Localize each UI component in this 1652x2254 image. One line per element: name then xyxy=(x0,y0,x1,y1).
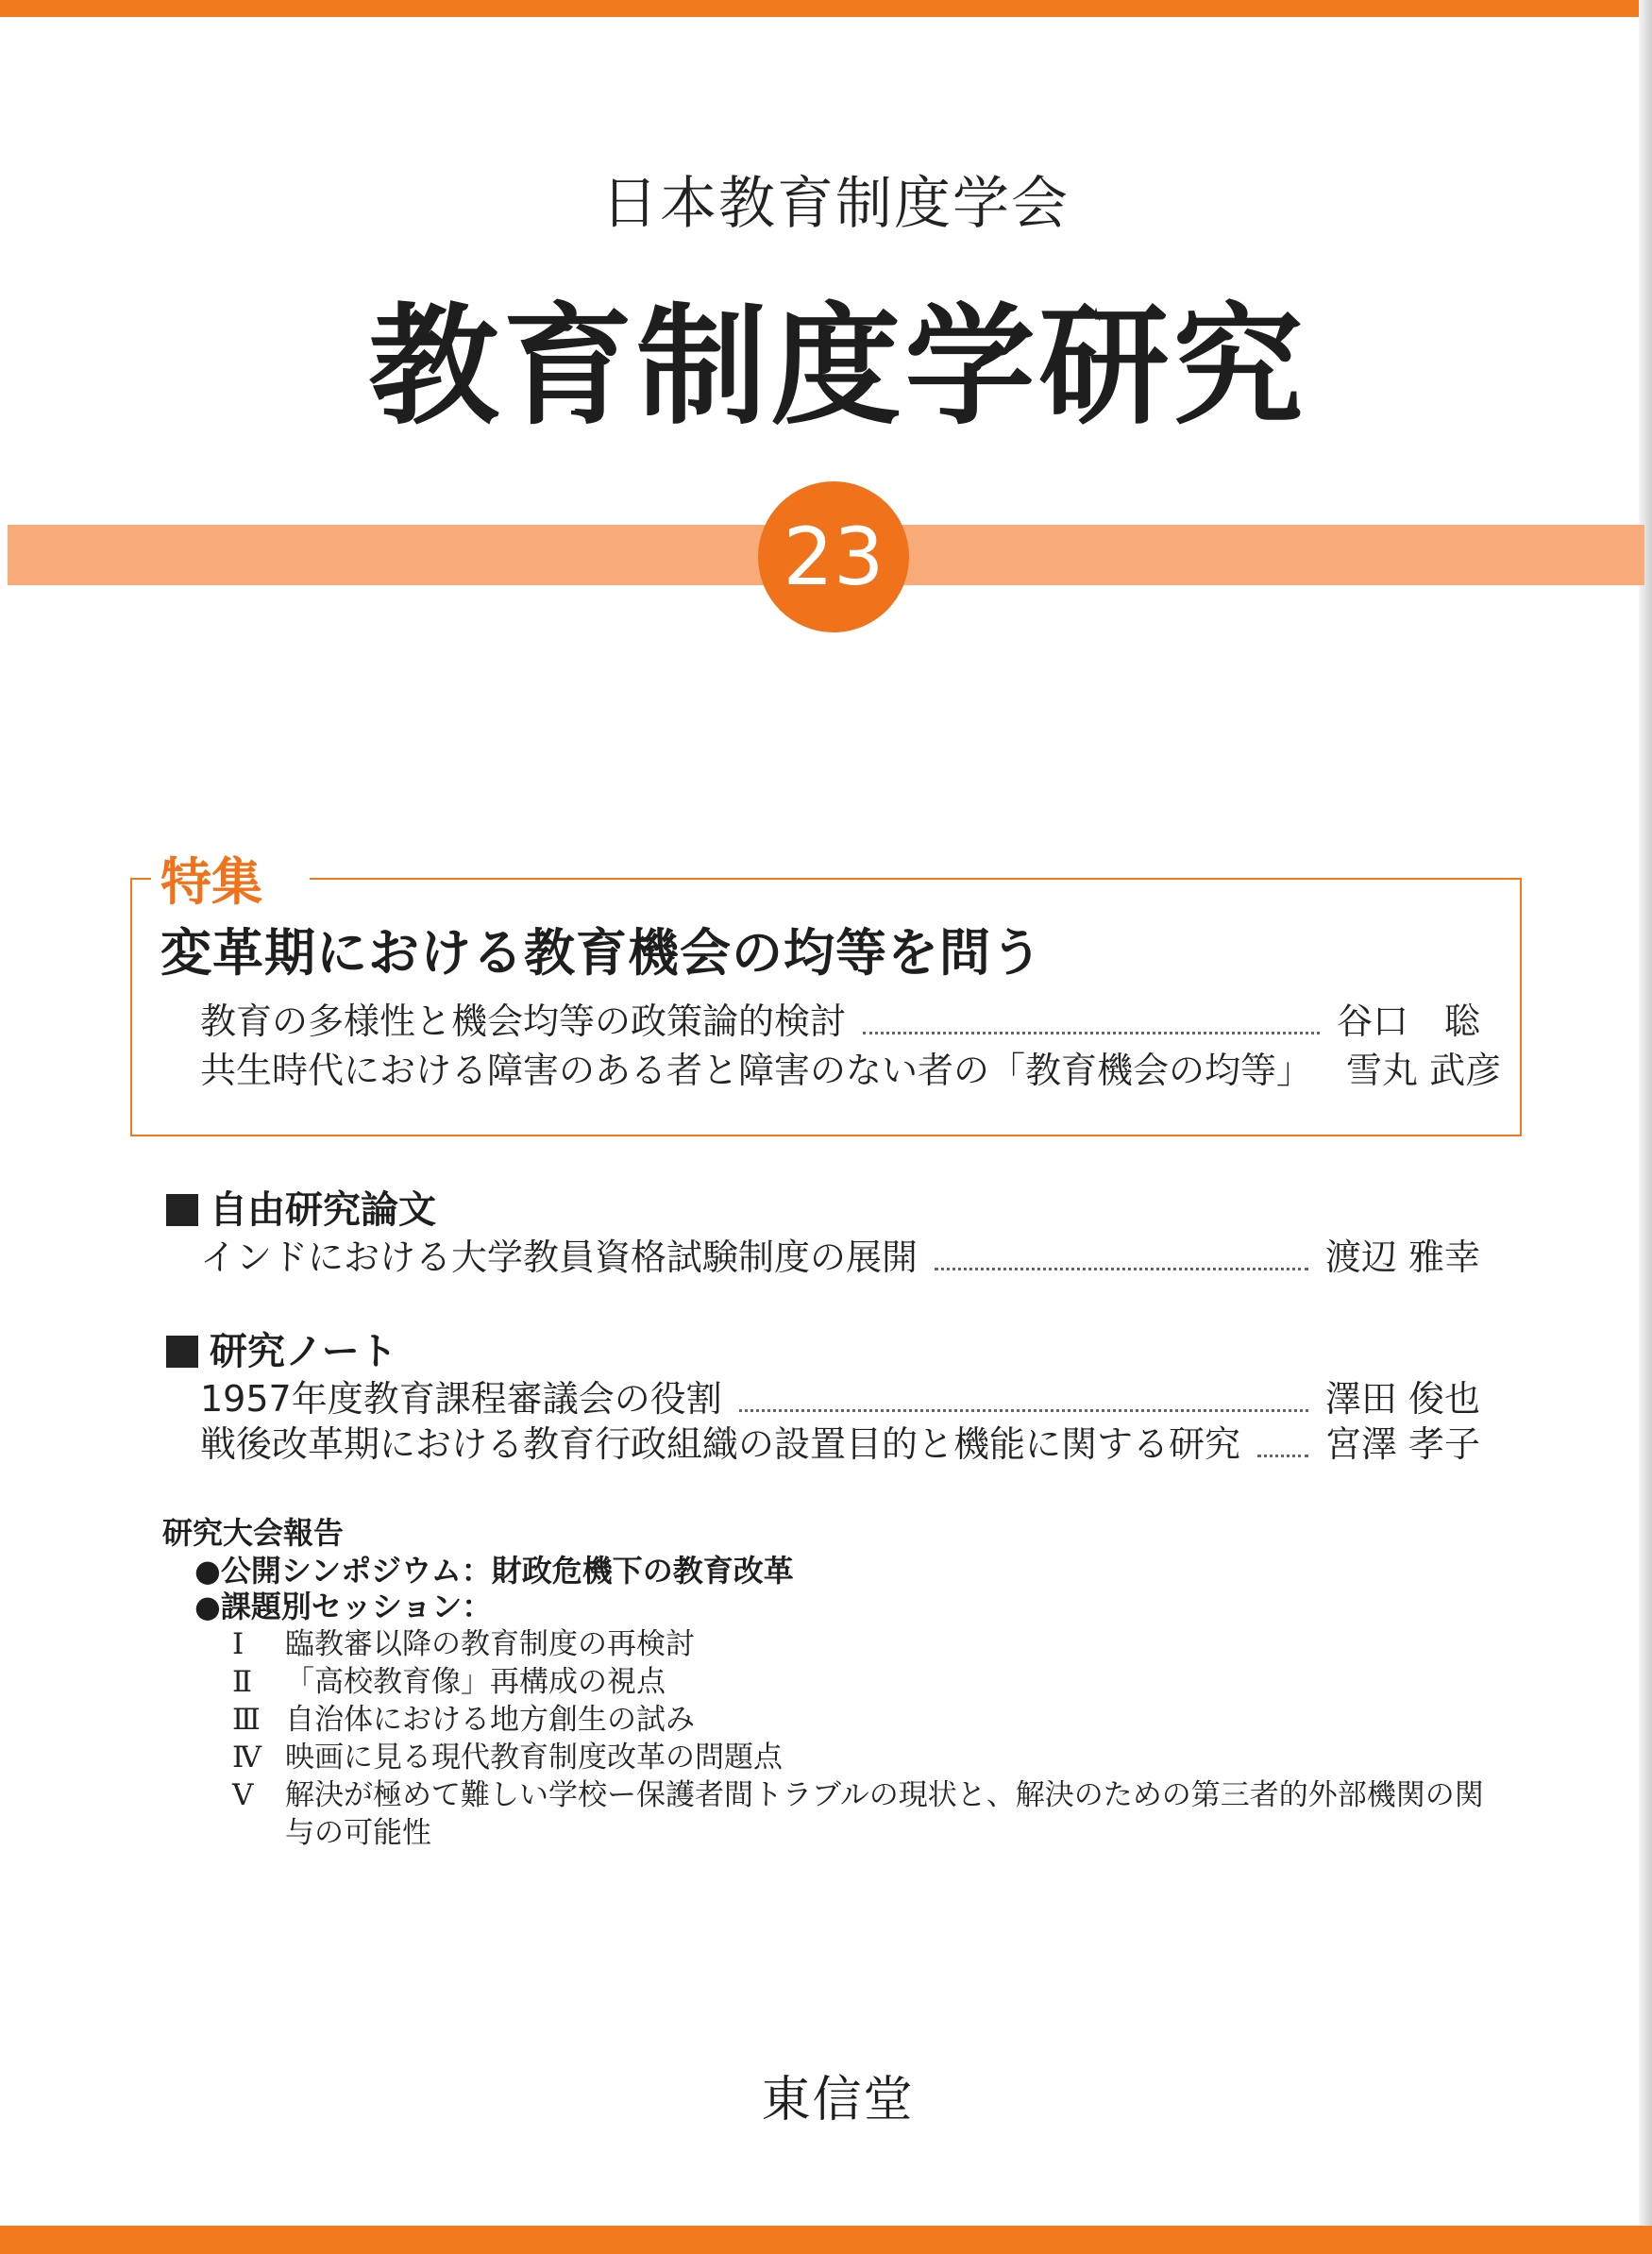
article-title: 教育の多様性と機会均等の政策論的検討 xyxy=(200,1001,847,1042)
session-title: 解決が極めて難しい学校ー保護者間トラブルの現状と、解決のための第三者的外部機関の関与の可能性 xyxy=(285,1778,1484,1850)
feature-title: 変革期における教育機会の均等を問う xyxy=(160,923,1043,983)
society-name: 日本教育制度学会 xyxy=(601,171,1070,237)
article-author: 宮澤 孝子 xyxy=(1324,1423,1480,1465)
journal-title: 教育制度学研究 xyxy=(368,289,1307,443)
toc-entry xyxy=(200,995,1480,1048)
article-author: 雪丸 武彦 xyxy=(1346,1050,1502,1091)
session-number: Ⅱ xyxy=(232,1665,253,1699)
session-number: Ⅰ xyxy=(232,1627,244,1661)
session-item xyxy=(232,1625,1497,1663)
article-author: 澤田 俊也 xyxy=(1324,1378,1480,1420)
session-number: Ⅲ xyxy=(232,1703,261,1737)
square-bullet-icon xyxy=(166,1336,198,1368)
article-author: 渡辺 雅幸 xyxy=(1324,1236,1480,1278)
leader-dots xyxy=(863,1032,1320,1034)
leader-dots xyxy=(935,1268,1308,1270)
article-title: 共生時代における障害のある者と障害のない者の「教育機会の均等」 xyxy=(200,1050,1313,1091)
toc-entry xyxy=(200,1231,1480,1284)
session-item xyxy=(232,1776,1497,1852)
session-title: 臨教審以降の教育制度の再検討 xyxy=(285,1627,695,1661)
article-title: 戦後改革期における教育行政組織の設置目的と機能に関する研究 xyxy=(200,1423,1241,1465)
section-heading: 自由研究論文 xyxy=(166,1184,436,1236)
session-number: Ⅴ xyxy=(232,1778,254,1812)
article-title: 1957年度教育課程審議会の役割 xyxy=(200,1378,722,1420)
toc-entry xyxy=(200,1044,1502,1097)
session-item xyxy=(232,1663,1497,1701)
session-item xyxy=(232,1739,1497,1776)
bottom-accent-bar xyxy=(0,2226,1652,2254)
session-title: 自治体における地方創生の試み xyxy=(285,1703,695,1737)
square-bullet-icon xyxy=(166,1194,198,1226)
toc-entry xyxy=(200,1418,1480,1471)
session-title: 「高校教育像」再構成の視点 xyxy=(285,1665,666,1699)
session-title: 映画に見る現代教育制度改革の問題点 xyxy=(285,1741,783,1775)
symposium-item: ●公開シンポジウム：財政危機下の教育改革 xyxy=(194,1553,794,1589)
section-heading: 研究ノート xyxy=(166,1325,397,1378)
session-item xyxy=(232,1701,1497,1739)
report-heading: 研究大会報告 xyxy=(162,1515,345,1551)
leader-dots xyxy=(1257,1455,1308,1457)
publisher-name: 東信堂 xyxy=(761,2072,915,2128)
article-title: インドにおける大学教員資格試験制度の展開 xyxy=(200,1236,919,1278)
session-number: Ⅳ xyxy=(232,1741,261,1775)
volume-number: 23 xyxy=(783,511,885,603)
article-author: 谷口 聡 xyxy=(1336,1001,1480,1042)
feature-label: 特集 xyxy=(160,852,262,912)
leader-dots xyxy=(739,1409,1308,1412)
sessions-label: ●課題別セッション： xyxy=(194,1589,493,1624)
top-accent-bar xyxy=(0,0,1652,17)
